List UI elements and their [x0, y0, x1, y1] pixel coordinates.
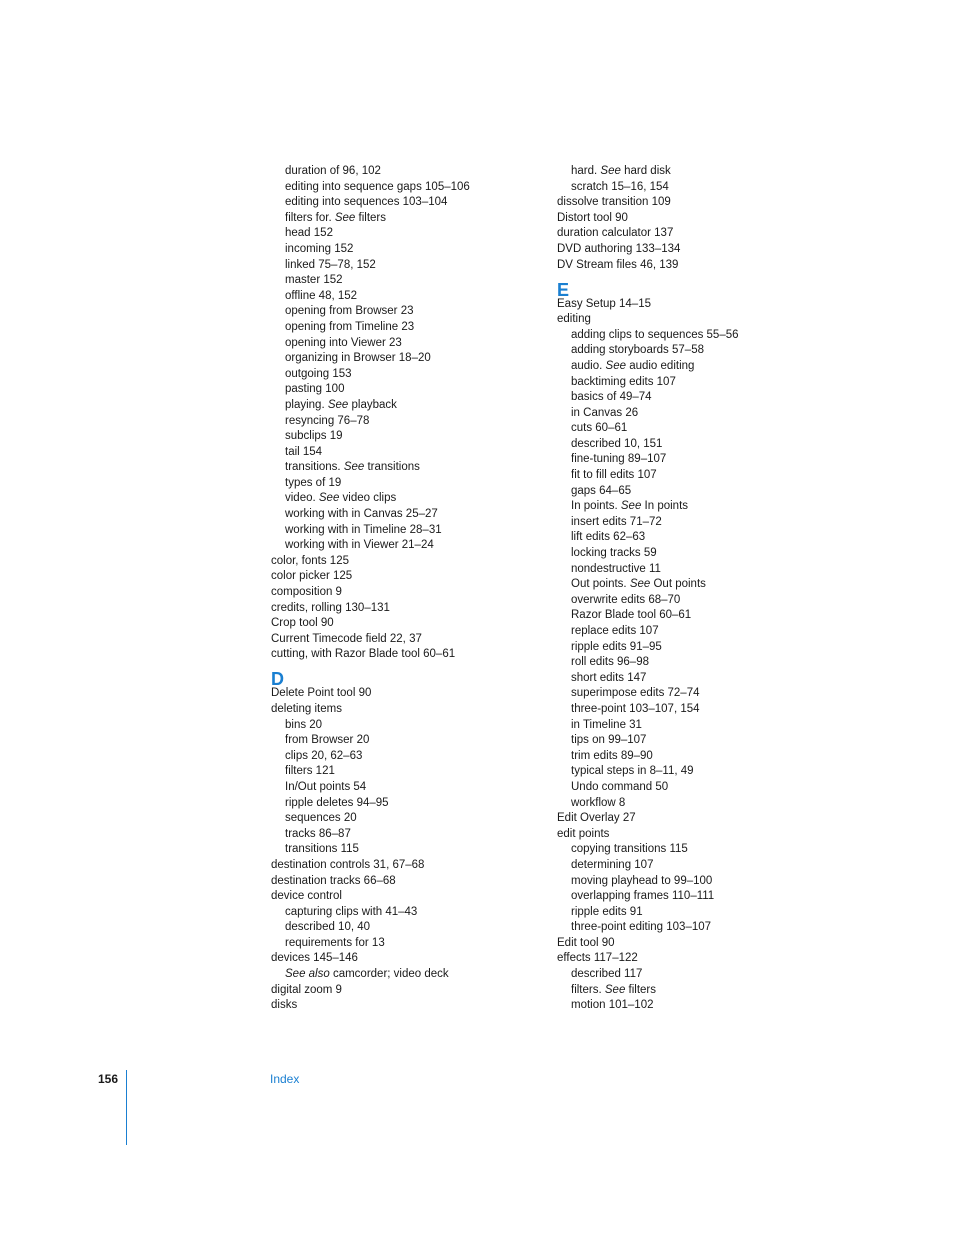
index-subentry — [271, 180, 541, 196]
entry-text: playing. — [285, 398, 328, 411]
index-subentry — [271, 429, 541, 445]
see-reference: See — [604, 983, 626, 996]
entry-text: opening from Browser 23 — [285, 305, 414, 318]
entry-text: resyncing 76–78 — [285, 414, 370, 427]
entry-text: head 152 — [285, 227, 333, 240]
index-subentry — [271, 538, 541, 554]
entry-text: digital zoom 9 — [271, 983, 342, 996]
index-entry — [271, 601, 541, 617]
entry-text: video. — [285, 492, 319, 505]
index-subentry — [557, 390, 827, 406]
entry-text: short edits 147 — [571, 671, 647, 684]
index-subentry — [271, 164, 541, 180]
index-subentry — [557, 546, 827, 562]
index-subentry — [557, 593, 827, 609]
index-column-left — [271, 164, 541, 1014]
entry-text: Delete Point tool 90 — [271, 687, 372, 700]
entry-text: overwrite edits 68–70 — [571, 593, 681, 606]
see-target: camcorder; video deck — [329, 968, 449, 981]
index-subentry — [557, 499, 827, 515]
index-subentry — [557, 515, 827, 531]
entry-text: backtiming edits 107 — [571, 375, 676, 388]
index-entry — [557, 242, 827, 258]
entry-text: ripple edits 91 — [571, 905, 643, 918]
index-subentry — [271, 967, 541, 983]
entry-text: from Browser 20 — [285, 734, 370, 747]
index-entry — [271, 585, 541, 601]
see-reference: See — [629, 578, 651, 591]
entry-text: adding storyboards 57–58 — [571, 344, 704, 357]
index-letter-heading: E — [557, 279, 570, 300]
entry-text: color, fonts 125 — [271, 554, 349, 567]
index-subentry — [271, 289, 541, 305]
entry-text: ripple deletes 94–95 — [285, 796, 389, 809]
index-subentry — [557, 671, 827, 687]
see-reference: See — [334, 211, 356, 224]
entry-text: editing — [557, 313, 591, 326]
index-entry — [271, 998, 541, 1014]
see-target: In points — [641, 500, 689, 513]
entry-text: devices 145–146 — [271, 952, 358, 965]
entry-text: linked 75–78, 152 — [285, 258, 376, 271]
index-subentry — [271, 936, 541, 952]
entry-text: three-point editing 103–107 — [571, 921, 712, 934]
entry-text: Crop tool 90 — [271, 617, 334, 630]
entry-text: color picker 125 — [271, 570, 353, 583]
entry-text: destination tracks 66–68 — [271, 874, 396, 887]
index-subentry — [557, 842, 827, 858]
entry-text: described 10, 40 — [285, 921, 371, 934]
index-subentry — [271, 842, 541, 858]
entry-text: subclips 19 — [285, 430, 343, 443]
index-entry — [271, 858, 541, 874]
entry-text: outgoing 153 — [285, 367, 352, 380]
entry-text: Edit tool 90 — [557, 936, 615, 949]
index-subentry — [271, 258, 541, 274]
entry-text: dissolve transition 109 — [557, 196, 671, 209]
index-subentry — [557, 967, 827, 983]
entry-text: nondestructive 11 — [571, 562, 661, 575]
index-subentry — [557, 577, 827, 593]
entry-text: filters 121 — [285, 765, 335, 778]
entry-text: copying transitions 115 — [571, 843, 688, 856]
index-subentry — [271, 367, 541, 383]
index-subentry — [271, 304, 541, 320]
entry-text: workflow 8 — [571, 796, 626, 809]
entry-text: described 10, 151 — [571, 437, 663, 450]
index-subentry — [557, 624, 827, 640]
index-subentry — [557, 484, 827, 500]
index-subentry — [271, 476, 541, 492]
index-subentry — [271, 382, 541, 398]
entry-text: adding clips to sequences 55–56 — [571, 328, 739, 341]
index-subentry — [271, 445, 541, 461]
index-subentry — [271, 718, 541, 734]
entry-text: requirements for 13 — [285, 936, 385, 949]
entry-text: editing into sequences 103–104 — [285, 196, 448, 209]
index-entry — [271, 951, 541, 967]
entry-text: trim edits 89–90 — [571, 749, 653, 762]
entry-text: Edit Overlay 27 — [557, 812, 636, 825]
index-subentry — [271, 242, 541, 258]
index-entry — [271, 616, 541, 632]
entry-text: working with in Viewer 21–24 — [285, 539, 434, 552]
index-subentry — [557, 343, 827, 359]
entry-text: composition 9 — [271, 586, 342, 599]
entry-text: bins 20 — [285, 718, 323, 731]
entry-text: moving playhead to 99–100 — [571, 874, 713, 887]
index-subentry — [557, 530, 827, 546]
index-subentry — [271, 273, 541, 289]
entry-text: effects 117–122 — [557, 952, 638, 965]
index-entry — [557, 312, 827, 328]
entry-text: clips 20, 62–63 — [285, 749, 363, 762]
index-subentry — [271, 827, 541, 843]
index-entry — [557, 258, 827, 274]
see-target: transitions — [364, 461, 420, 474]
index-entry — [271, 569, 541, 585]
entry-text: fit to fill edits 107 — [571, 469, 657, 482]
index-subentry — [271, 336, 541, 352]
index-entry — [271, 686, 541, 702]
index-entry — [557, 226, 827, 242]
see-target: audio editing — [626, 359, 695, 372]
entry-text: transitions. — [285, 461, 344, 474]
entry-text: audio. — [571, 359, 606, 372]
index-entry — [557, 936, 827, 952]
index-subentry — [557, 764, 827, 780]
index-entry — [557, 195, 827, 211]
index-subentry — [271, 491, 541, 507]
index-subentry — [557, 437, 827, 453]
entry-text: editing into sequence gaps 105–106 — [285, 180, 470, 193]
entry-text: in Canvas 26 — [571, 406, 639, 419]
index-entry — [271, 702, 541, 718]
entry-text: duration calculator 137 — [557, 227, 674, 240]
entry-text: Current Timecode field 22, 37 — [271, 632, 422, 645]
index-entry — [557, 297, 827, 313]
entry-text: Razor Blade tool 60–61 — [571, 609, 692, 622]
index-subentry — [557, 749, 827, 765]
index-entry — [271, 874, 541, 890]
entry-text: superimpose edits 72–74 — [571, 687, 700, 700]
entry-text: edit points — [557, 827, 610, 840]
see-reference: See — [343, 461, 365, 474]
index-subentry — [271, 905, 541, 921]
index-subentry — [557, 889, 827, 905]
entry-text: lift edits 62–63 — [571, 531, 646, 544]
see-reference: See — [620, 500, 642, 513]
index-subentry — [557, 733, 827, 749]
entry-text: pasting 100 — [285, 383, 345, 396]
entry-text: in Timeline 31 — [571, 718, 642, 731]
index-entry — [271, 554, 541, 570]
entry-text: In/Out points 54 — [285, 780, 367, 793]
entry-text: ripple edits 91–95 — [571, 640, 662, 653]
entry-text: sequences 20 — [285, 812, 357, 825]
index-subentry — [557, 180, 827, 196]
index-subentry — [271, 414, 541, 430]
entry-text: overlapping frames 110–111 — [571, 890, 715, 903]
see-reference: See — [605, 359, 626, 372]
index-entry — [271, 632, 541, 648]
see-target: filters — [355, 211, 386, 224]
entry-text: cutting, with Razor Blade tool 60–61 — [271, 648, 456, 661]
entry-text: described 117 — [571, 968, 643, 981]
index-subentry — [271, 523, 541, 539]
index-letter-heading: D — [271, 669, 284, 690]
entry-text: cuts 60–61 — [571, 422, 628, 435]
index-subentry — [557, 998, 827, 1014]
entry-text: device control — [271, 890, 342, 903]
index-entry — [557, 811, 827, 827]
entry-text: Easy Setup 14–15 — [557, 297, 651, 310]
entry-text: In points. — [571, 500, 621, 513]
entry-text: duration of 96, 102 — [285, 165, 381, 177]
see-target: Out points — [650, 578, 706, 591]
index-subentry — [557, 406, 827, 422]
index-subentry — [557, 164, 827, 180]
index-subentry — [557, 796, 827, 812]
index-subentry — [557, 640, 827, 656]
see-target: playback — [348, 398, 397, 411]
entry-text: working with in Canvas 25–27 — [285, 508, 438, 521]
entry-text: credits, rolling 130–131 — [271, 601, 390, 614]
entry-text: filters. — [571, 983, 605, 996]
entry-text: capturing clips with 41–43 — [285, 905, 418, 918]
index-subentry — [557, 468, 827, 484]
entry-text: tail 154 — [285, 445, 323, 458]
entry-text: three-point 103–107, 154 — [571, 702, 700, 715]
entry-text: offline 48, 152 — [285, 289, 358, 302]
entry-text: fine-tuning 89–107 — [571, 453, 667, 466]
index-subentry — [557, 702, 827, 718]
see-reference: See — [318, 492, 340, 505]
index-subentry — [271, 195, 541, 211]
index-subentry — [271, 211, 541, 227]
entry-text: incoming 152 — [285, 242, 354, 255]
index-subentry — [557, 780, 827, 796]
entry-text: DV Stream files 46, 139 — [557, 258, 679, 271]
entry-text: DVD authoring 133–134 — [557, 242, 681, 255]
index-subentry — [557, 375, 827, 391]
entry-text: Undo command 50 — [571, 780, 669, 793]
entry-text: typical steps in 8–11, 49 — [571, 765, 694, 778]
index-subentry — [271, 398, 541, 414]
index-subentry — [271, 780, 541, 796]
entry-text: opening from Timeline 23 — [285, 320, 415, 333]
index-subentry — [557, 608, 827, 624]
index-subentry — [271, 460, 541, 476]
index-entry — [557, 827, 827, 843]
index-subentry — [557, 858, 827, 874]
index-subentry — [557, 718, 827, 734]
entry-text: determining 107 — [571, 858, 654, 871]
footer-divider — [126, 1070, 127, 1145]
index-subentry — [557, 421, 827, 437]
index-entry — [271, 889, 541, 905]
index-subentry — [557, 562, 827, 578]
entry-text: working with in Timeline 28–31 — [285, 523, 442, 536]
index-subentry — [557, 328, 827, 344]
see-target: video clips — [339, 492, 397, 505]
entry-text: disks — [271, 999, 298, 1012]
index-subentry — [271, 226, 541, 242]
entry-text: scratch 15–16, 154 — [571, 180, 669, 193]
entry-text: Distort tool 90 — [557, 211, 628, 224]
see-reference: See — [600, 165, 621, 177]
index-subentry — [557, 359, 827, 375]
index-subentry — [557, 452, 827, 468]
entry-text: Out points. — [571, 578, 630, 591]
index-entry — [271, 647, 541, 663]
see-reference: See also — [285, 968, 330, 981]
entry-text: insert edits 71–72 — [571, 515, 662, 528]
entry-text: locking tracks 59 — [571, 547, 657, 560]
index-subentry — [557, 686, 827, 702]
entry-text: basics of 49–74 — [571, 391, 652, 404]
entry-text: deleting items — [271, 702, 342, 715]
see-reference: See — [327, 398, 349, 411]
entry-text: gaps 64–65 — [571, 484, 632, 497]
see-target: filters — [625, 983, 657, 996]
entry-text: tracks 86–87 — [285, 827, 351, 840]
index-entry — [271, 983, 541, 999]
index-subentry — [271, 796, 541, 812]
entry-text: hard. — [571, 165, 601, 177]
index-subentry — [557, 920, 827, 936]
index-subentry — [271, 733, 541, 749]
entry-text: types of 19 — [285, 476, 342, 489]
entry-text: replace edits 107 — [571, 625, 659, 638]
entry-text: organizing in Browser 18–20 — [285, 352, 431, 365]
index-entry — [557, 211, 827, 227]
index-subentry — [557, 905, 827, 921]
index-subentry — [557, 874, 827, 890]
index-subentry — [557, 983, 827, 999]
see-target: hard disk — [620, 165, 671, 177]
entry-text: transitions 115 — [285, 843, 359, 856]
section-title: Index — [270, 1072, 300, 1086]
entry-text: destination controls 31, 67–68 — [271, 858, 425, 871]
index-subentry — [271, 764, 541, 780]
entry-text: opening into Viewer 23 — [285, 336, 402, 349]
index-subentry — [271, 811, 541, 827]
index-subentry — [557, 655, 827, 671]
index-subentry — [271, 351, 541, 367]
entry-text: roll edits 96–98 — [571, 656, 649, 669]
entry-text: filters for. — [285, 211, 335, 224]
entry-text: tips on 99–107 — [571, 734, 647, 747]
index-subentry — [271, 749, 541, 765]
index-subentry — [271, 507, 541, 523]
index-subentry — [271, 920, 541, 936]
index-entry — [557, 951, 827, 967]
page-number: 156 — [98, 1072, 119, 1086]
entry-text: master 152 — [285, 274, 343, 287]
index-subentry — [271, 320, 541, 336]
index-column-right — [557, 164, 827, 1014]
entry-text: motion 101–102 — [571, 999, 654, 1012]
